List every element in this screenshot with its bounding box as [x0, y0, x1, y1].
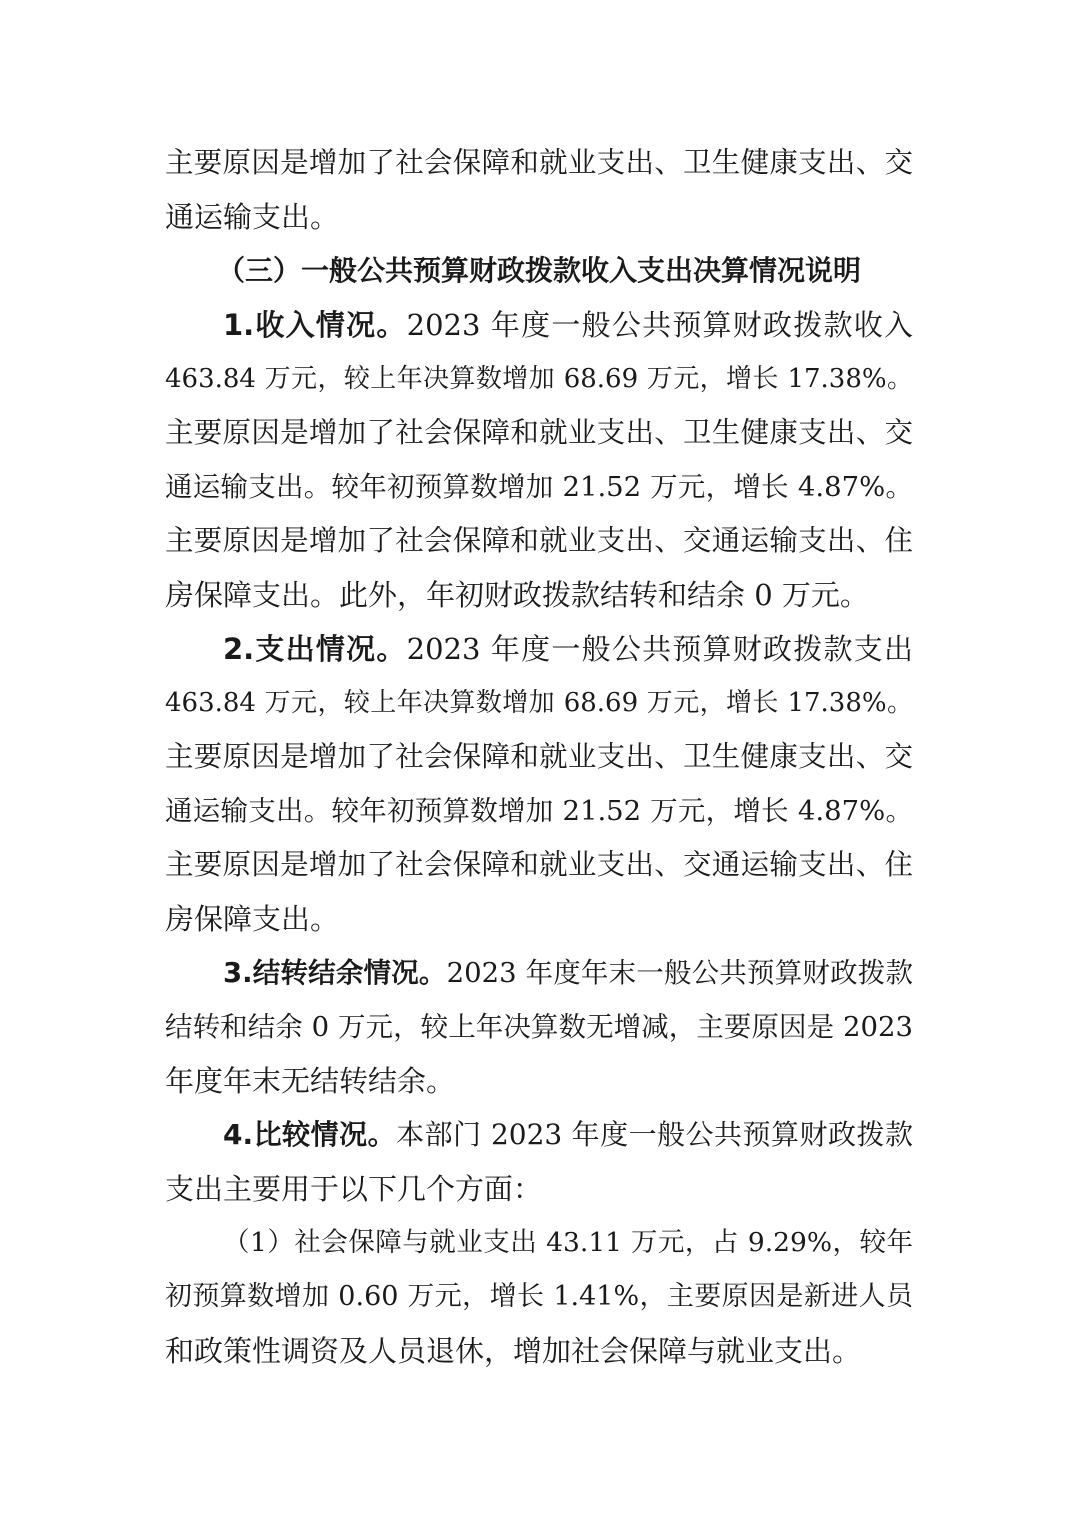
income-line: 主要原因是增加了社会保障和就业支出、交通运输支出、住 [165, 524, 913, 557]
section-heading: （三）一般公共预算财政拨款收入支出决算情况说明 [216, 254, 861, 287]
expenditure-line: 房保障支出。 [165, 902, 340, 936]
income-first-line [165, 298, 913, 352]
item1-first-line: （1）社会保障与就业支出 43.11 万元，占 9.29%，较年 [223, 1227, 913, 1258]
income-line: 通运输支出。较年初预算数增加 21.52 万元，增长 4.87%。 [165, 471, 913, 503]
comparison-label: 4.比较情况。 [223, 1118, 397, 1151]
carryover-label: 3.结转结余情况。 [223, 957, 447, 989]
expenditure-line: 通运输支出。较年初预算数增加 21.52 万元，增长 4.87%。 [165, 795, 913, 827]
carryover-line: 年度年末无结转结余。 [165, 1064, 456, 1098]
carryover-first-line [165, 946, 913, 1000]
expenditure-first-line-text: 2023 年度一般公共预算财政拨款支出 [406, 632, 913, 666]
comparison-first-line [165, 1108, 913, 1162]
carryover-line: 结转和结余 0 万元，较上年决算数无增减，主要原因是 2023 [165, 1011, 913, 1043]
income-line: 463.84 万元，较上年决算数增加 68.69 万元，增长 17.38%。 [165, 364, 913, 394]
item1-line: 初预算数增加 0.60 万元，增长 1.41%，主要原因是新进人员 [165, 1281, 913, 1312]
expenditure-first-line [165, 622, 913, 676]
document-page [165, 136, 913, 1378]
item1-line: 和政策性调资及人员退休，增加社会保障与就业支出。 [165, 1334, 862, 1368]
expenditure-label: 2.支出情况。 [223, 632, 407, 666]
intro-line-1: 主要原因是增加了社会保障和就业支出、卫生健康支出、交 [165, 146, 913, 179]
comparison-line: 支出主要用于以下几个方面： [165, 1172, 543, 1206]
income-line: 房保障支出。此外，年初财政拨款结转和结余 0 万元。 [165, 578, 869, 612]
intro-line-2: 通运输支出。 [165, 200, 340, 234]
expenditure-line: 主要原因是增加了社会保障和就业支出、交通运输支出、住 [165, 848, 913, 881]
expenditure-line: 主要原因是增加了社会保障和就业支出、卫生健康支出、交 [165, 740, 913, 773]
comparison-first-line-text: 本部门 2023 年度一般公共预算财政拨款 [396, 1118, 914, 1151]
income-label: 1.收入情况。 [223, 308, 407, 342]
income-line: 主要原因是增加了社会保障和就业支出、卫生健康支出、交 [165, 416, 913, 449]
expenditure-line: 463.84 万元，较上年决算数增加 68.69 万元，增长 17.38%。 [165, 688, 913, 718]
carryover-first-line-text: 2023 年度年末一般公共预算财政拨款 [446, 957, 913, 989]
income-first-line-text: 2023 年度一般公共预算财政拨款收入 [406, 308, 913, 342]
